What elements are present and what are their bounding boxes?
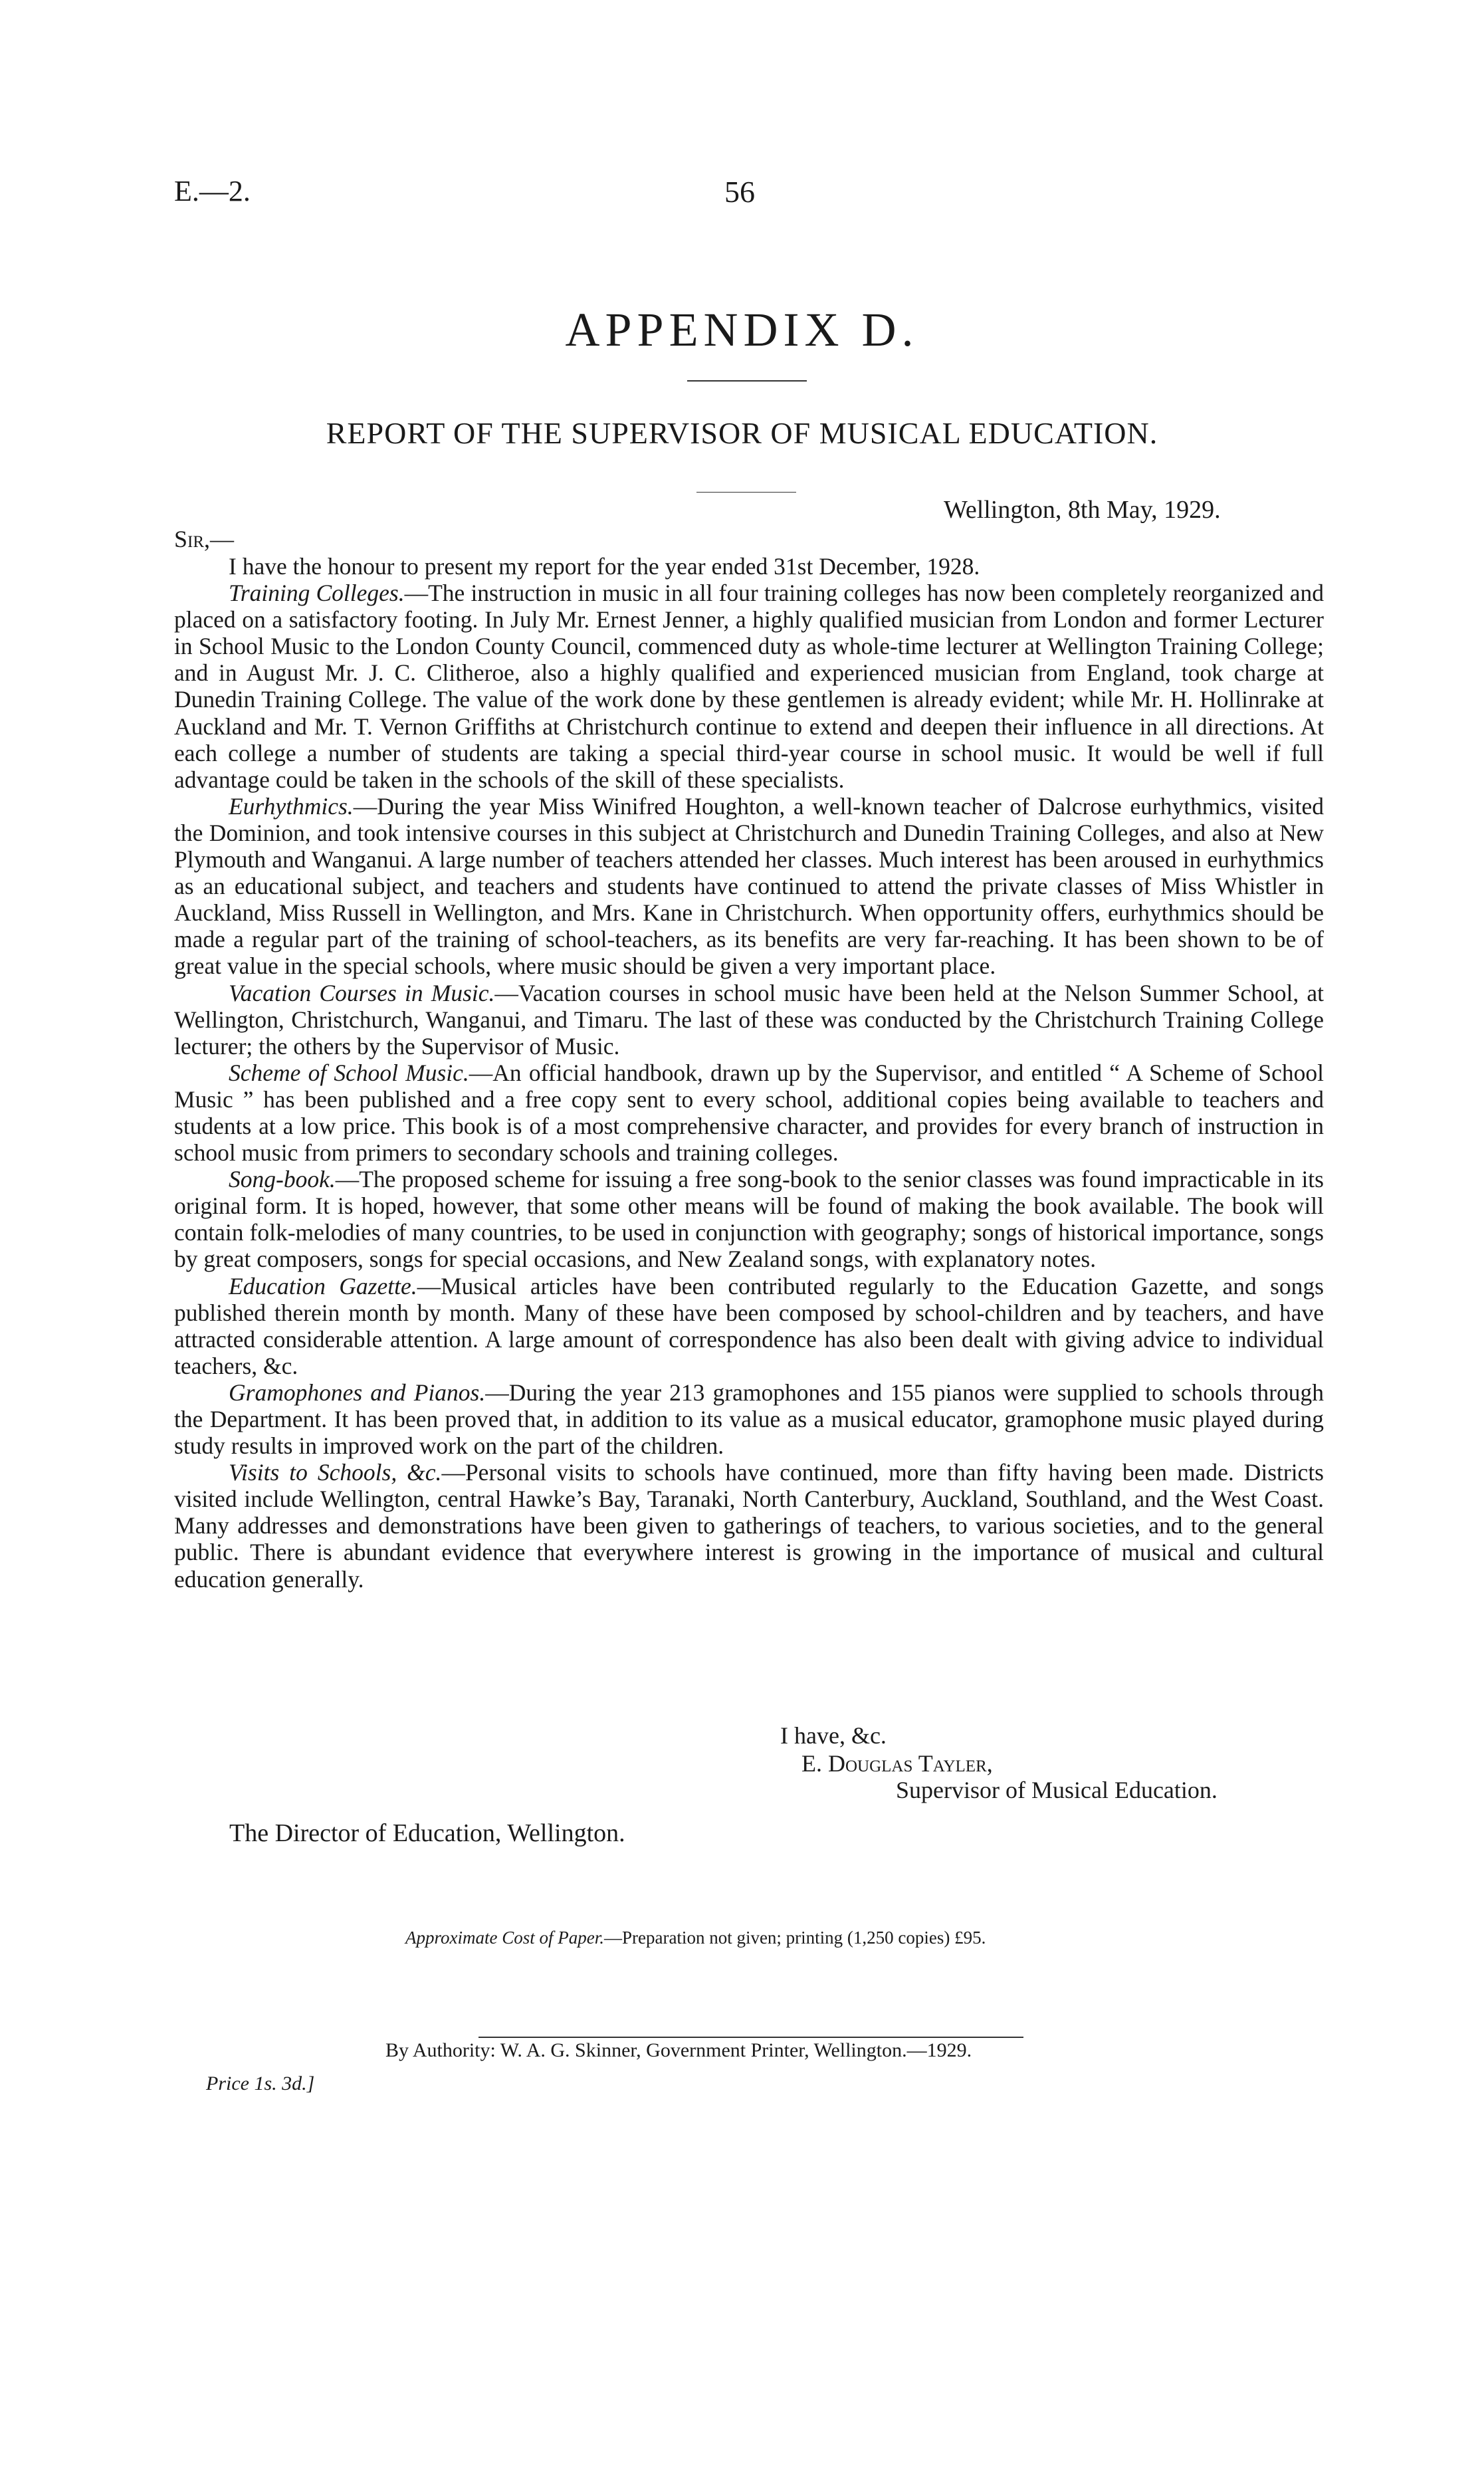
letter-date: Wellington, 8th May, 1929. [944, 496, 1221, 524]
divider-rule [696, 492, 796, 493]
paragraph: Scheme of School Music.—An official handbook, drawn up by the Supervisor, and entitled “ A Scheme of School Music ” has been published and a free copy sent to every school, additional copies being available to teachers and students at a low price. This book is of a most comprehensive character, and provides for every branch of instruction in school music from primers to secondary schools and training colleges. [174, 1059, 1324, 1167]
cost-of-paper: Approximate Cost of Paper.—Preparation not given; printing (1,250 copies) £95. [405, 1928, 986, 1948]
page-reference: E.—2. [174, 175, 251, 207]
closing: I have, &c. [780, 1722, 887, 1749]
paragraph: I have the honour to present my report for the year ended 31st December, 1928. [229, 553, 980, 580]
paragraph: Visits to Schools, &c.—Personal visits to schools have continued, more than fifty having been made. Districts visited include Wellington, central Hawke’s Bay, Taranaki, North Canterbury, Auckland, Southland, and the West Coast. Many addresses and demonstrations have been given to gatherings of teachers, to various societies, and to the general public. There is abundant evidence that everywhere interest is growing in the importance of musical and cultural education generally. [174, 1459, 1324, 1593]
price: Price 1s. 3d.] [206, 2073, 315, 2094]
appendix-title: APPENDIX D. [565, 303, 919, 356]
paragraph: Education Gazette.—Musical articles have been contributed regularly to the Education Gazette, and songs published therein month by month. Many of these have been composed by school-children and by teachers, and have attracted considerable attention. A large amount of correspondence has also been dealt with giving advice to individual teachers, &c. [174, 1272, 1324, 1379]
paragraph: Training Colleges.—The instruction in music in all four training colleges has now been completely reorganized and placed on a satisfactory footing. In July Mr. Ernest Jenner, a highly qualified musician from London and former Lecturer in School Music to the London County Council, commenced duty as whole-time lecturer at Wellington Training College; and in August Mr. J. C. Clitheroe, also a highly qualified and experienced musician from England, took charge at Dunedin Training College. The value of the work done by these gentlemen is already evident; while Mr. H. Hollinrake at Auckland and Mr. T. Vernon Griffiths at Christchurch continue to extend and deepen their influence in all directions. At each college a number of students are taking a special third-year course in school music. It would be well if full advantage could be taken in the schools of the skill of these specialists. [174, 580, 1324, 793]
signatory: E. Douglas Tayler, [801, 1750, 993, 1777]
report-body [174, 553, 1324, 1593]
page-number: 56 [724, 175, 755, 209]
salutation: Sir,— [174, 526, 235, 552]
report-title: REPORT OF THE SUPERVISOR OF MUSICAL EDUCATION. [326, 416, 1158, 450]
signatory-title: Supervisor of Musical Education. [896, 1777, 1218, 1803]
divider-rule [687, 380, 807, 382]
paragraph: Gramophones and Pianos.—During the year 213 gramophones and 155 pianos were supplied to schools through the Department. It has been proved that, in addition to its value as a musical educator, gramophone music played during study results in improved work on the part of the children. [174, 1379, 1324, 1460]
paragraph: Eurhythmics.—During the year Miss Winifred Houghton, a well-known teacher of Dalcrose eurhythmics, visited the Dominion, and took intensive courses in this subject at Christchurch and Dunedin Training Colleges, and also at New Plymouth and Wanganui. A large number of teachers attended her classes. Much interest has been aroused in eurhythmics as an educational subject, and teachers and students have continued to attend the private classes of Miss Whistler in Auckland, Miss Russell in Wellington, and Mrs. Kane in Christchurch. When opportunity offers, eurhythmics should be made a regular part of the training of school-teachers, as its benefits are very far-reaching. It has been shown to be of great value in the special schools, where music should be given a very important place. [174, 792, 1324, 980]
addressee: The Director of Education, Wellington. [229, 1819, 625, 1847]
paragraph: Song-book.—The proposed scheme for issuing a free song-book to the senior classes was found impracticable in its original form. It is hoped, however, that some other means will be found of making the book available. The book will contain folk-melodies of many countries, to be used in conjunction with geography; songs of historical importance, songs by great composers, songs for special occasions, and New Zealand songs, with explanatory notes. [174, 1166, 1324, 1273]
divider-rule [478, 2037, 1023, 2038]
printer-authority: By Authority: W. A. G. Skinner, Government Printer, Wellington.—1929. [385, 2039, 972, 2061]
paragraph: Vacation Courses in Music.—Vacation courses in school music have been held at the Nelson Summer School, at Wellington, Christchurch, Wanganui, and Timaru. The last of these was conducted by the Christchurch Training College lecturer; the others by the Supervisor of Music. [174, 979, 1325, 1060]
